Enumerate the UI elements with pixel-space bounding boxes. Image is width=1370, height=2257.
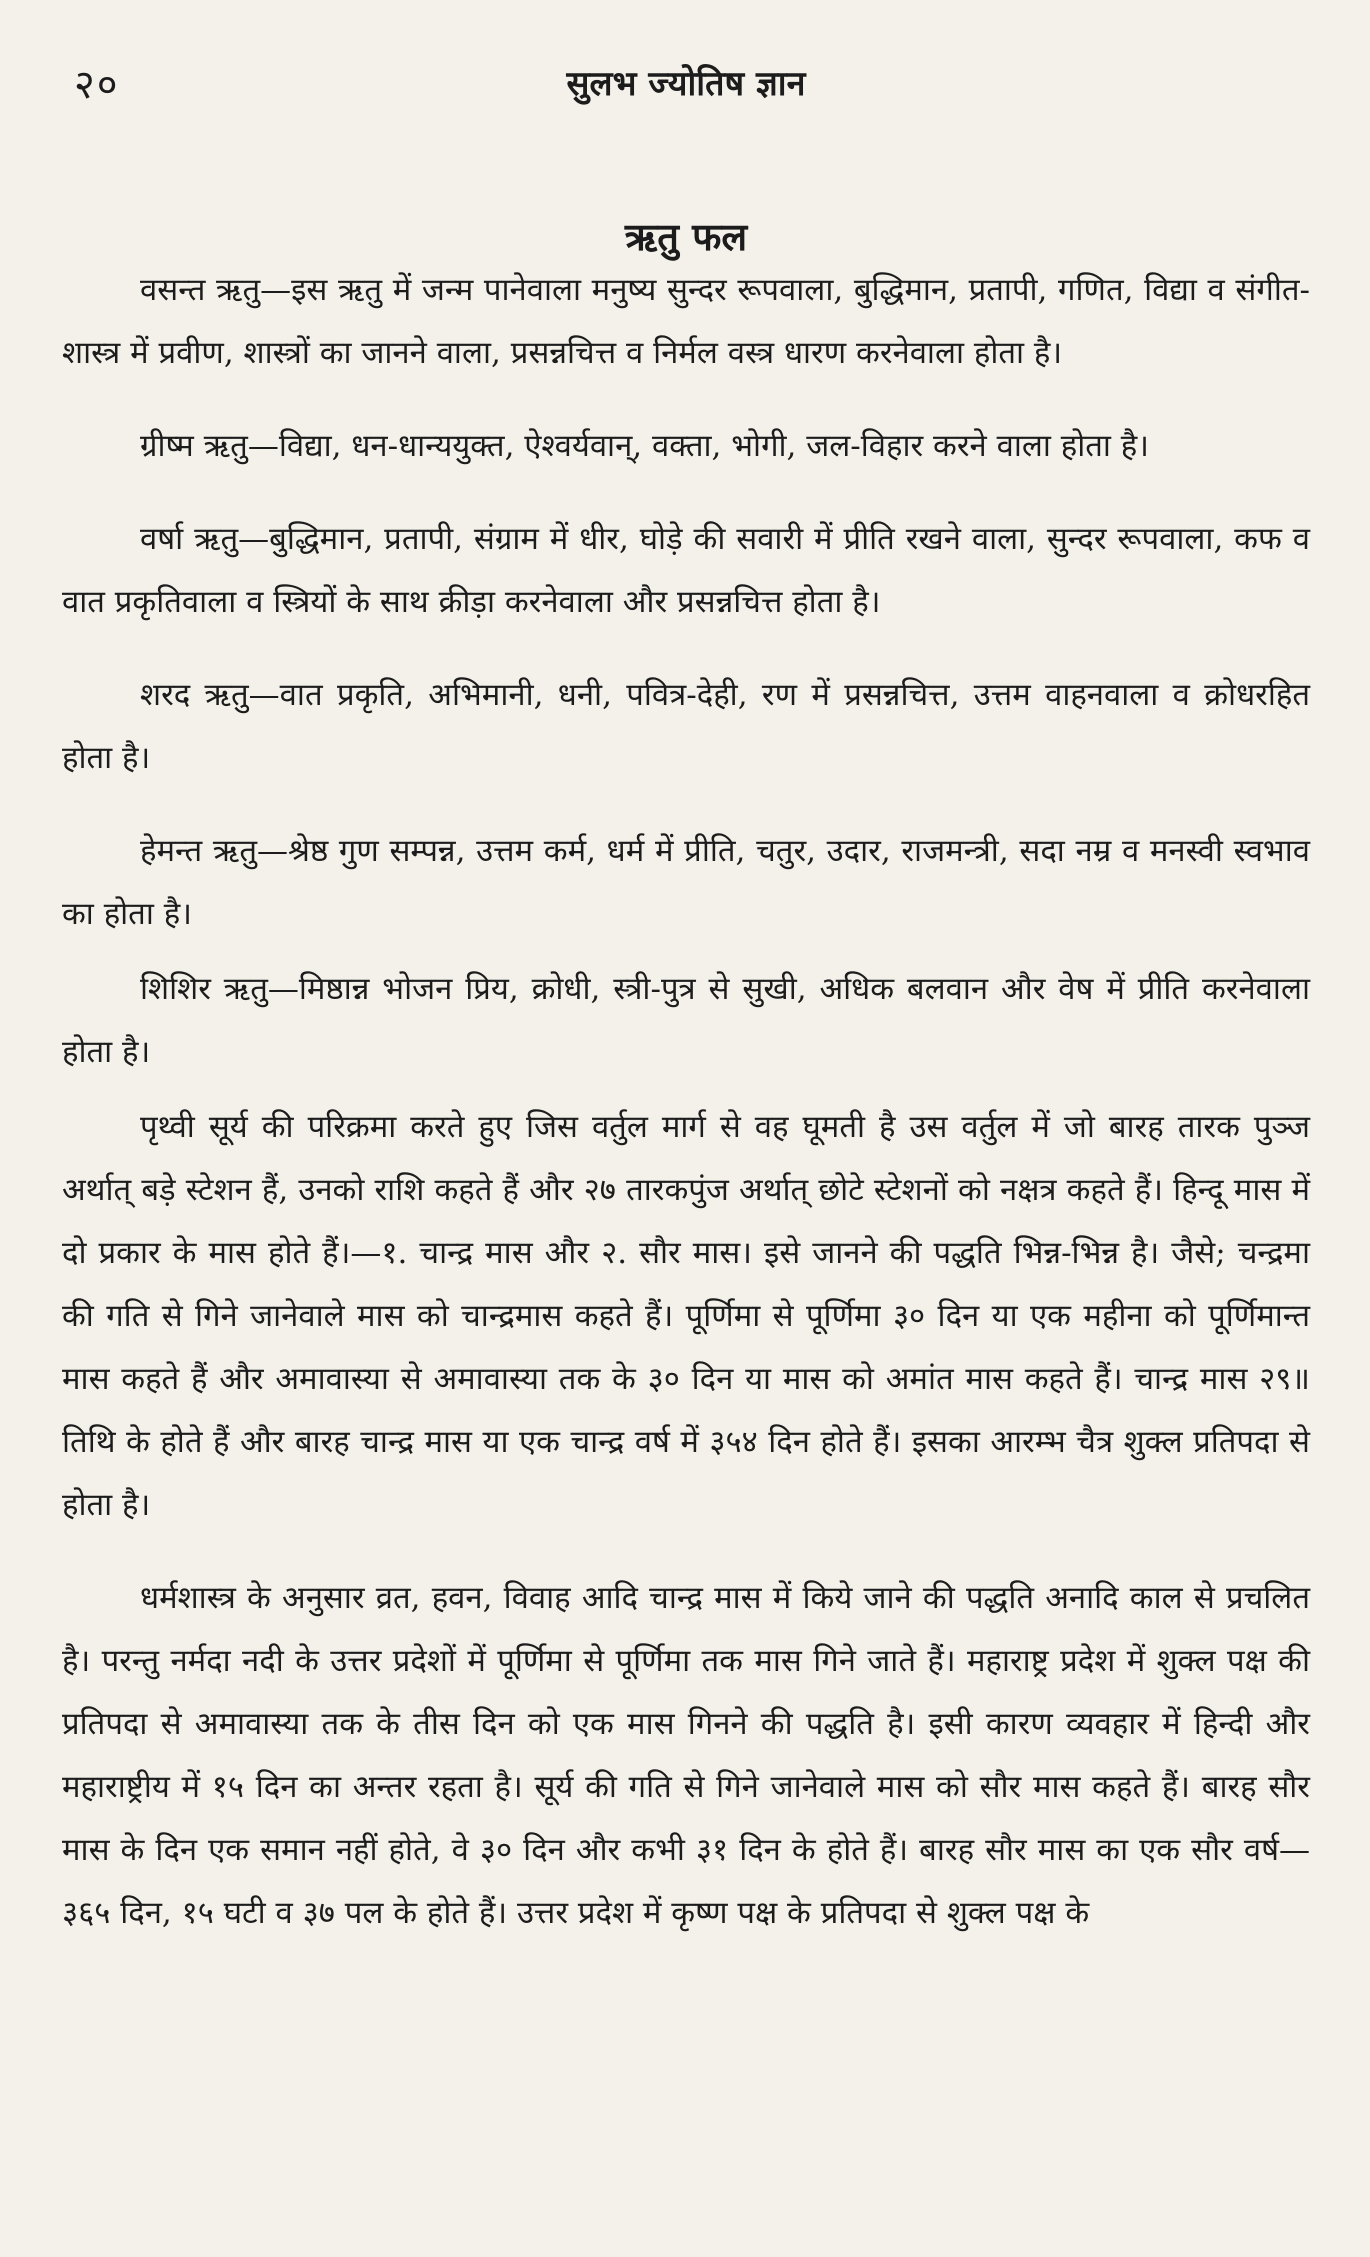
running-header	[62, 55, 1310, 115]
paragraph-hemant: हेमन्त ऋतु—श्रेष्ठ गुण सम्पन्न, उत्तम कर्म, धर्म में प्रीति, चतुर, उदार, राजमन्त्री, सदा नम्र व मनस्वी स्वभाव का होता है।	[62, 833, 1310, 932]
book-title: सुलभ ज्योतिष ज्ञान	[566, 64, 806, 104]
paragraph-sharad: शरद ऋतु—वात प्रकृति, अभिमानी, धनी, पवित्र-देही, रण में प्रसन्नचित्त, उत्तम वाहनवाला व क्रोधरहित होता है।	[62, 677, 1310, 776]
paragraph-shishir: शिशिर ऋतु—मिष्ठान्न भोजन प्रिय, क्रोधी, स्त्री-पुत्र से सुखी, अधिक बलवान और वेष में प्रीति करनेवाला होता है।	[62, 971, 1310, 1070]
paragraph-grishm: ग्रीष्म ऋतु—विद्या, धन-धान्ययुक्त, ऐश्वर्यवान्, वक्ता, भोगी, जल-विहार करने वाला होता है।	[140, 428, 1150, 464]
paragraph-vasant: वसन्त ऋतु—इस ऋतु में जन्म पानेवाला मनुष्य सुन्दर रूपवाला, बुद्धिमान, प्रतापी, गणित, विद्या व संगीत-शास्त्र में प्रवीण, शास्त्रों का जानने वाला, प्रसन्नचित्त व निर्मल वस्त्र धारण करनेवाला होता है।	[62, 272, 1310, 371]
body-text	[62, 259, 1310, 1945]
paragraph-dharmashastra: धर्मशास्त्र के अनुसार व्रत, हवन, विवाह आदि चान्द्र मास में किये जाने की पद्धति अनादि काल से प्रचलित है। परन्तु नर्मदा नदी के उत्तर प्रदेशों में पूर्णिमा से पूर्णिमा तक मास गिने जाते हैं। महाराष्ट्र प्रदेश में शुक्ल पक्ष की प्रतिपदा से अमावास्या तक के तीस दिन को एक मास गिनने की पद्धति है। इसी कारण व्यवहार में हिन्दी और महाराष्ट्रीय में १५ दिन का अन्तर रहता है। सूर्य की गति से गिने जानेवाले मास को सौर मास कहते हैं। बारह सौर मास के दिन एक समान नहीं होते, वे ३० दिन और कभी ३१ दिन के होते हैं। बारह सौर मास का एक सौर वर्ष—३६५ दिन, १५ घटी व ३७ पल के होते हैं। उत्तर प्रदेश में कृष्ण पक्ष के प्रतिपदा से शुक्ल पक्ष के	[62, 1580, 1310, 1931]
paragraph-months: पृथ्वी सूर्य की परिक्रमा करते हुए जिस वर्तुल मार्ग से वह घूमती है उस वर्तुल में जो बारह तारक पुञ्ज अर्थात् बड़े स्टेशन हैं, उनको राशि कहते हैं और २७ तारकपुंज अर्थात् छोटे स्टेशनों को नक्षत्र कहते हैं। हिन्दू मास में दो प्रकार के मास होते हैं।—१. चान्द्र मास और २. सौर मास। इसे जानने की पद्धति भिन्न-भिन्न है। जैसे; चन्द्रमा की गति से गिने जानेवाले मास को चान्द्रमास कहते हैं। पूर्णिमा से पूर्णिमा ३० दिन या एक महीना को पूर्णिमान्त मास कहते हैं और अमावास्या से अमावास्या तक के ३० दिन या मास को अमांत मास कहते हैं। चान्द्र मास २९॥ तिथि के होते हैं और बारह चान्द्र मास या एक चान्द्र वर्ष में ३५४ दिन होते हैं। इसका आरम्भ चैत्र शुक्ल प्रतिपदा से होता है।	[62, 1109, 1310, 1523]
paragraph-varsha: वर्षा ऋतु—बुद्धिमान, प्रतापी, संग्राम में धीर, घोड़े की सवारी में प्रीति रखने वाला, सुन्दर रूपवाला, कफ व वात प्रकृतिवाला व स्त्रियों के साथ क्रीड़ा करनेवाला और प्रसन्नचित्त होता है।	[62, 521, 1310, 620]
section-title: ऋतु फल	[624, 214, 748, 259]
page-number: २०	[74, 62, 120, 108]
